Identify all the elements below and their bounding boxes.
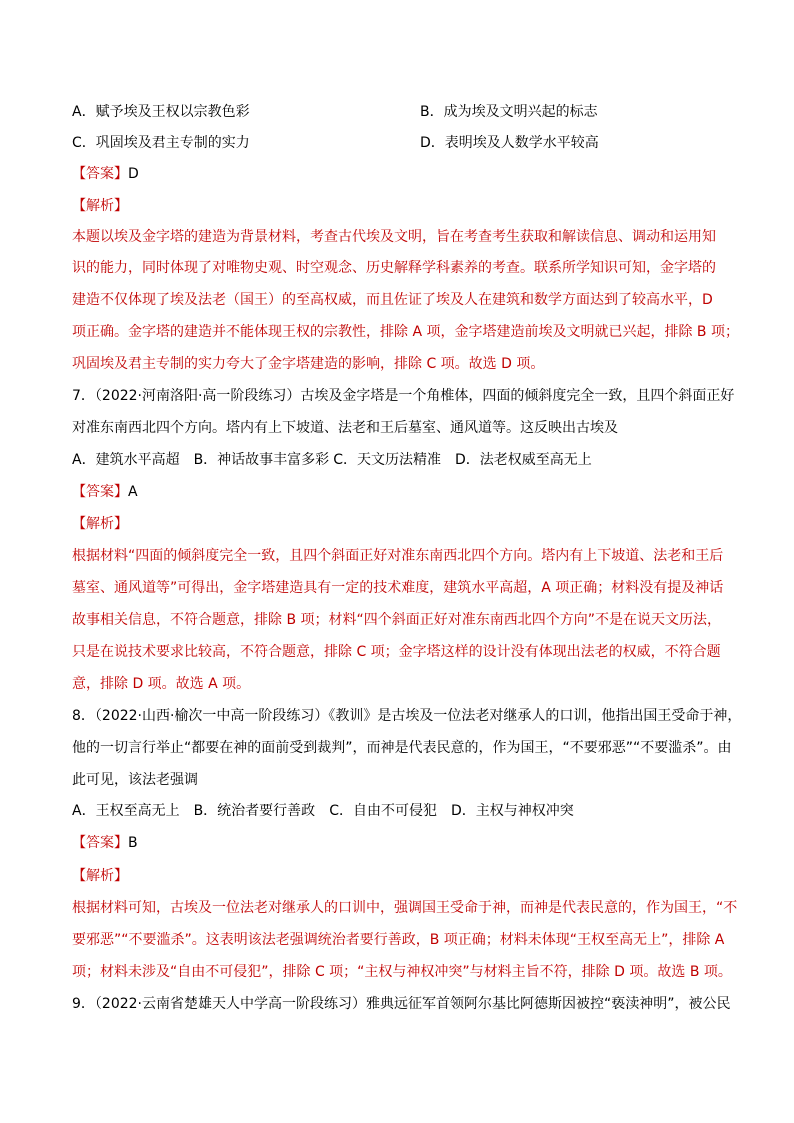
q6-analysis-line: 建造不仅体现了埃及法老（国王）的至高权威，而且佐证了埃及人在建筑和数学方面达到了较高水平，D <box>72 292 713 308</box>
q7-option-a: A．建筑水平高超 <box>72 452 180 468</box>
q6-answer <box>72 164 139 184</box>
q6-options-row-1 <box>72 102 598 122</box>
q7-stem-line: 7．（2022·河南洛阳·高一阶段练习）古埃及金字塔是一个角椎体，四面的倾斜度完全一致，且四个斜面正好 <box>72 388 735 404</box>
answer-value: A <box>128 484 138 500</box>
q7-analysis-line: 根据材料“四面的倾斜度完全一致，且四个斜面正好对准东南西北四个方向。塔内有上下坡道、法老和王后 <box>72 548 724 564</box>
q8-analysis-line: 根据材料可知，古埃及一位法老对继承人的口训中，强调国王受命于神，而神是代表民意的，作为国王，“不 <box>72 900 738 916</box>
q7-analysis-line: 墓室、通风道等”可得出，金字塔建造具有一定的技术难度，建筑水平高超，A 项正确；材料没有提及神话 <box>72 580 724 596</box>
answer-value: D <box>128 166 139 182</box>
q8-analysis-line: 要邪恶”“不要滥杀”。这表明该法老强调统治者要行善政，B 项正确；材料未体现“王权至高无上”，排除 A <box>72 932 725 948</box>
q7-analysis-label: 【解析】 <box>72 516 128 532</box>
q8-option-d: D．主权与神权冲突 <box>450 803 574 819</box>
q6-analysis-line: 本题以埃及金字塔的建造为背景材料，考查古代埃及文明，旨在考查考生获取和解读信息、调动和运用知 <box>72 229 716 245</box>
q8-option-a: A．王权至高无上 <box>72 803 180 819</box>
q6-option-b: B．成为埃及文明兴起的标志 <box>420 104 598 120</box>
q6-options-row-2 <box>72 133 599 153</box>
answer-value: B <box>128 835 138 851</box>
q7-option-c: C．天文历法精准 <box>333 452 441 468</box>
q7-options-row <box>72 450 592 470</box>
q6-analysis-line: 巩固埃及君主专制的实力夸大了金字塔建造的影响，排除 C 项。故选 D 项。 <box>72 356 545 372</box>
q8-answer <box>72 833 138 853</box>
q8-option-c: C．自由不可侵犯 <box>329 803 437 819</box>
q7-answer <box>72 482 138 502</box>
q8-option-b: B．统治者要行善政 <box>193 803 316 819</box>
q7-option-d: D．法老权威至高无上 <box>454 452 592 468</box>
q7-analysis-line: 只是在说技术要求比较高，不符合题意，排除 C 项；金字塔这样的设计没有体现出法老的权威，不符合题 <box>72 644 721 660</box>
q8-stem-line: 此可见，该法老强调 <box>72 772 198 788</box>
q7-option-b: B．神话故事丰富多彩 <box>193 452 330 468</box>
q7-analysis-line: 故事相关信息，不符合题意，排除 B 项；材料“四个斜面正好对准东南西北四个方向”不是在说天文历法， <box>72 612 722 628</box>
q7-stem-line: 对准东南西北四个方向。塔内有上下坡道、法老和王后墓室、通风道等。这反映出古埃及 <box>72 420 618 436</box>
answer-label: 【答案】 <box>72 166 128 182</box>
answer-label: 【答案】 <box>72 484 128 500</box>
q7-analysis-line: 意，排除 D 项。故选 A 项。 <box>72 676 251 692</box>
q8-options-row <box>72 801 574 821</box>
q8-analysis-line: 项；材料未涉及“自由不可侵犯”，排除 C 项；“主权与神权冲突”与材料主旨不符，排除 D 项。故选 B 项。 <box>72 964 732 980</box>
q6-option-d: D．表明埃及人数学水平较高 <box>420 135 599 151</box>
q6-option-c: C．巩固埃及君主专制的实力 <box>72 135 250 151</box>
q9-stem-line: 9．（2022·云南省楚雄天人中学高一阶段练习）雅典远征军首领阿尔基比阿德斯因被控“亵渎神明”，被公民 <box>72 996 731 1012</box>
q8-analysis-label: 【解析】 <box>72 868 128 884</box>
q6-option-a: A．赋予埃及王权以宗教色彩 <box>72 104 250 120</box>
answer-label: 【答案】 <box>72 835 128 851</box>
q8-stem-line: 8．（2022·山西·榆次一中高一阶段练习）《教训》是古埃及一位法老对继承人的口训，他指出国王受命于神， <box>72 708 742 724</box>
q6-analysis-line: 识的能力，同时体现了对唯物史观、时空观念、历史解释学科素养的考查。联系所学知识可知，金字塔的 <box>72 260 716 276</box>
q6-analysis-line: 项正确。金字塔的建造并不能体现王权的宗教性，排除 A 项，金字塔建造前埃及文明就已兴起，排除 B 项； <box>72 324 739 340</box>
q8-stem-line: 他的一切言行举止“都要在神的面前受到裁判”，而神是代表民意的，作为国王，“不要邪恶”“不要滥杀”。由 <box>72 740 732 756</box>
q6-analysis-label: 【解析】 <box>72 198 128 214</box>
